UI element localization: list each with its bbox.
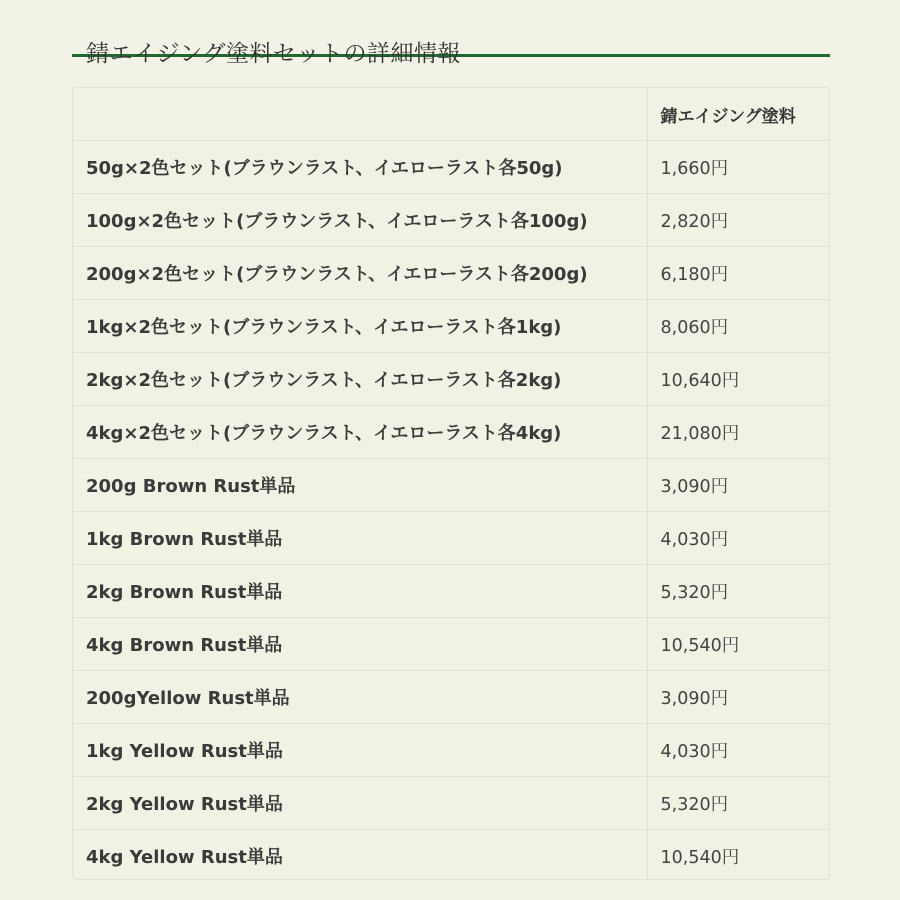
price-table xyxy=(73,88,829,880)
row-price: 3,090円 xyxy=(647,671,829,724)
section-header xyxy=(72,0,830,68)
table-header-product: 錆エイジング塗料 xyxy=(647,88,829,141)
table-row xyxy=(73,300,829,353)
table-row xyxy=(73,353,829,406)
table-row xyxy=(73,830,829,881)
row-item-name: 1kg×2色セット(ブラウンラスト、イエローラスト各1kg) xyxy=(73,300,647,353)
table-row xyxy=(73,247,829,300)
table-row xyxy=(73,141,829,194)
row-item-name: 50g×2色セット(ブラウンラスト、イエローラスト各50g) xyxy=(73,141,647,194)
row-price: 10,540円 xyxy=(647,618,829,671)
table-row xyxy=(73,724,829,777)
section-title: 錆エイジング塗料セットの詳細情報 xyxy=(86,41,461,68)
row-price: 10,540円 xyxy=(660,847,740,868)
table-row xyxy=(73,565,829,618)
row-price: 3,090円 xyxy=(647,459,829,512)
row-price: 6,180円 xyxy=(647,247,829,300)
row-item-name: 2kg×2色セット(ブラウンラスト、イエローラスト各2kg) xyxy=(73,353,647,406)
row-item-name: 100g×2色セット(ブラウンラスト、イエローラスト各100g) xyxy=(73,194,647,247)
table-row xyxy=(73,618,829,671)
row-item-name: 2kg Brown Rust単品 xyxy=(73,565,647,618)
table-row xyxy=(73,777,829,830)
price-table-card xyxy=(72,87,830,880)
table-row xyxy=(73,671,829,724)
row-price: 5,320円 xyxy=(647,777,829,830)
table-row xyxy=(73,194,829,247)
row-price: 10,640円 xyxy=(647,353,829,406)
table-row xyxy=(73,459,829,512)
table-header-row xyxy=(73,88,829,141)
table-header-blank xyxy=(73,88,647,141)
row-item-name: 4kg×2色セット(ブラウンラスト、イエローラスト各4kg) xyxy=(73,406,647,459)
row-item-name: 4kg Brown Rust単品 xyxy=(73,618,647,671)
row-price: 2,820円 xyxy=(647,194,829,247)
table-row xyxy=(73,512,829,565)
row-price: 8,060円 xyxy=(647,300,829,353)
row-price: 4,030円 xyxy=(647,724,829,777)
row-item-name: 4kg Yellow Rust単品 xyxy=(73,830,647,881)
row-price: 1,660円 xyxy=(647,141,829,194)
row-item-name: 2kg Yellow Rust単品 xyxy=(73,777,647,830)
row-price: 4,030円 xyxy=(647,512,829,565)
row-item-name: 200gYellow Rust単品 xyxy=(73,671,647,724)
row-price: 21,080円 xyxy=(647,406,829,459)
row-item-name: 1kg Brown Rust単品 xyxy=(73,512,647,565)
row-item-name: 1kg Yellow Rust単品 xyxy=(73,724,647,777)
row-price: 5,320円 xyxy=(647,565,829,618)
row-item-name: 200g×2色セット(ブラウンラスト、イエローラスト各200g) xyxy=(73,247,647,300)
row-item-name: 200g Brown Rust単品 xyxy=(73,459,647,512)
table-row xyxy=(73,406,829,459)
